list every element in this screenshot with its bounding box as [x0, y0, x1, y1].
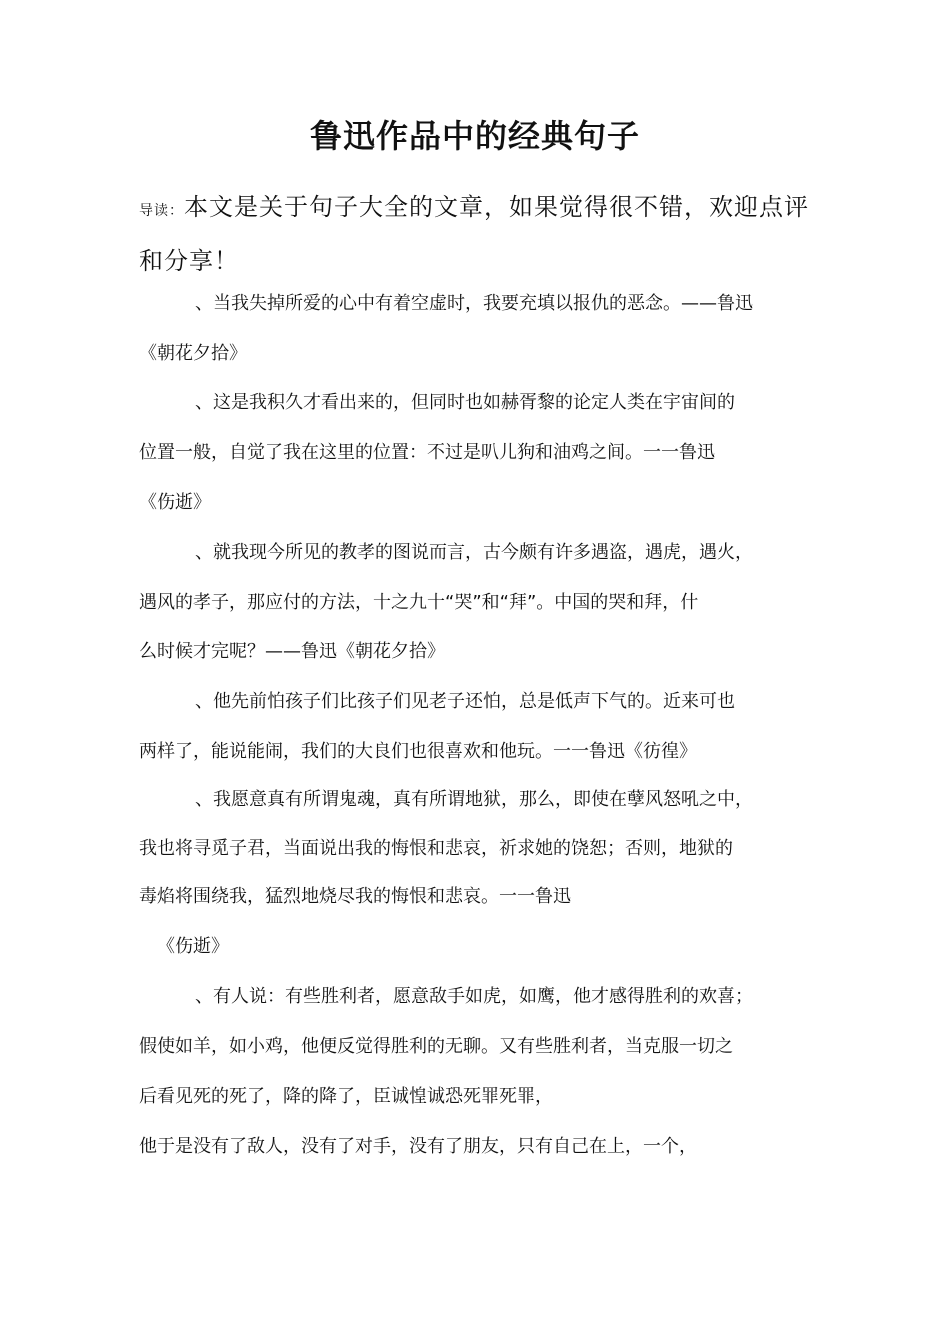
- text-line: 遇风的孝子，那应付的方法，十之九十“哭”和“拜”。中国的哭和拜，什: [139, 592, 699, 613]
- text-line: 《朝花夕拾》: [139, 343, 247, 364]
- text-line: 位置一般，自觉了我在这里的位置：不过是叭儿狗和油鸡之间。一一鲁迅: [139, 442, 715, 463]
- text-line: 、我愿意真有所谓鬼魂，真有所谓地狱，那么，即使在孽风怒吼之中，: [195, 789, 753, 810]
- intro-paragraph: [139, 182, 829, 286]
- text-line: 《伤逝》: [139, 492, 211, 513]
- intro-text: 本文是关于句子大全的文章，如果觉得很不错，欢迎点评和分享！: [139, 193, 809, 275]
- text-line: 、当我失掉所爱的心中有着空虚时，我要充填以报仇的恶念。——鲁迅: [195, 293, 753, 314]
- text-line: 假使如羊，如小鸡，他便反觉得胜利的无聊。又有些胜利者，当克服一切之: [139, 1036, 733, 1057]
- text-line: 、这是我积久才看出来的，但同时也如赫胥黎的论定人类在宇宙间的: [195, 392, 735, 413]
- intro-label: 导读：: [139, 203, 184, 219]
- document-title: 鲁迅作品中的经典句子: [309, 117, 640, 155]
- text-line: 、有人说：有些胜利者，愿意敌手如虎，如鹰，他才感得胜利的欢喜；: [195, 986, 753, 1007]
- text-line: 《伤逝》: [157, 936, 229, 957]
- text-line: 、他先前怕孩子们比孩子们见老子还怕，总是低声下气的。近来可也: [195, 691, 735, 712]
- text-line: 我也将寻觅子君，当面说出我的悔恨和悲哀，祈求她的饶恕；否则，地狱的: [139, 838, 733, 859]
- text-line: 他于是没有了敌人，没有了对手，没有了朋友，只有自己在上，一个，: [139, 1136, 697, 1157]
- text-line: 么时候才完呢？——鲁迅《朝花夕拾》: [139, 641, 445, 662]
- text-line: 两样了，能说能闹，我们的大良们也很喜欢和他玩。一一鲁迅《彷徨》: [139, 741, 697, 762]
- text-line: 毒焰将围绕我，猛烈地烧尽我的悔恨和悲哀。一一鲁迅: [139, 886, 571, 907]
- text-line: 后看见死的死了，降的降了，臣诚惶诚恐死罪死罪，: [139, 1086, 553, 1107]
- text-line: 、就我现今所见的教孝的图说而言，古今颇有许多遇盗，遇虎，遇火，: [195, 542, 753, 563]
